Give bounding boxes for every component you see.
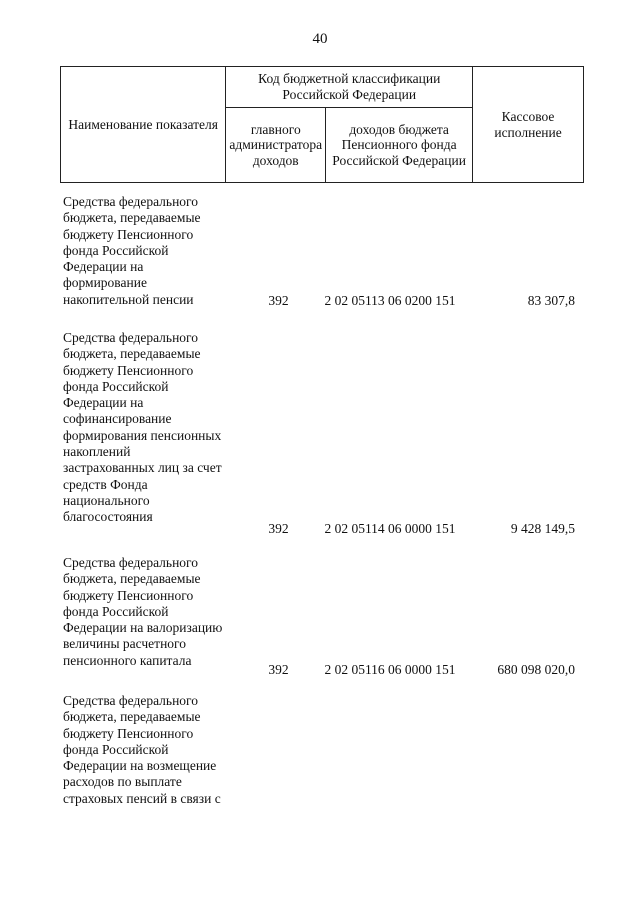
indicator-name: Средства федерального бюджета, передаваемые бюджету Пенсионного фонда Российской Федерации на валоризацию величины расчетного пенсионного капитала bbox=[63, 555, 223, 668]
revenue-code: 2 02 05114 06 0000 151 bbox=[324, 520, 456, 536]
administrator-code: 392 bbox=[268, 520, 289, 536]
indicator-name: Средства федерального бюджета, передаваемые бюджету Пенсионного фонда Российской Федерации на возмещение расходов по выплате страховых пенсий в связи с bbox=[63, 693, 221, 806]
table-row bbox=[60, 555, 584, 678]
indicator-name: Средства федерального бюджета, передаваемые бюджету Пенсионного фонда Российской Федерации на софинансирование формирования пенсионных накоплений застрахованных лиц за счет средств Фонда национального благосостояния bbox=[63, 330, 222, 525]
cash-execution-amount: 9 428 149,5 bbox=[510, 520, 575, 536]
revenue-code: 2 02 05113 06 0200 151 bbox=[324, 292, 456, 308]
table-row bbox=[60, 194, 584, 309]
header-cash-execution: Кассовое исполнение bbox=[473, 67, 584, 183]
revenue-code: 2 02 05116 06 0000 151 bbox=[324, 661, 456, 677]
page-number: 40 bbox=[312, 31, 328, 47]
header-budget-classification-code: Код бюджетной классификации Российской Федерации bbox=[226, 67, 473, 108]
header-pension-fund-revenue: доходов бюджета Пенсионного фонда Российской Федерации bbox=[326, 108, 473, 183]
cash-execution-amount: 83 307,8 bbox=[527, 292, 575, 308]
header-chief-administrator: главного администратора доходов bbox=[226, 108, 326, 183]
header-indicator-name: Наименование показателя bbox=[61, 67, 226, 183]
indicator-name: Средства федерального бюджета, передаваемые бюджету Пенсионного фонда Российской Федерации на формирование накопительной пенсии bbox=[63, 194, 201, 307]
budget-table-header bbox=[60, 66, 584, 183]
table-row bbox=[60, 693, 584, 823]
administrator-code: 392 bbox=[268, 661, 289, 677]
table-row bbox=[60, 330, 584, 537]
cash-execution-amount: 680 098 020,0 bbox=[497, 661, 575, 677]
administrator-code: 392 bbox=[268, 292, 289, 308]
